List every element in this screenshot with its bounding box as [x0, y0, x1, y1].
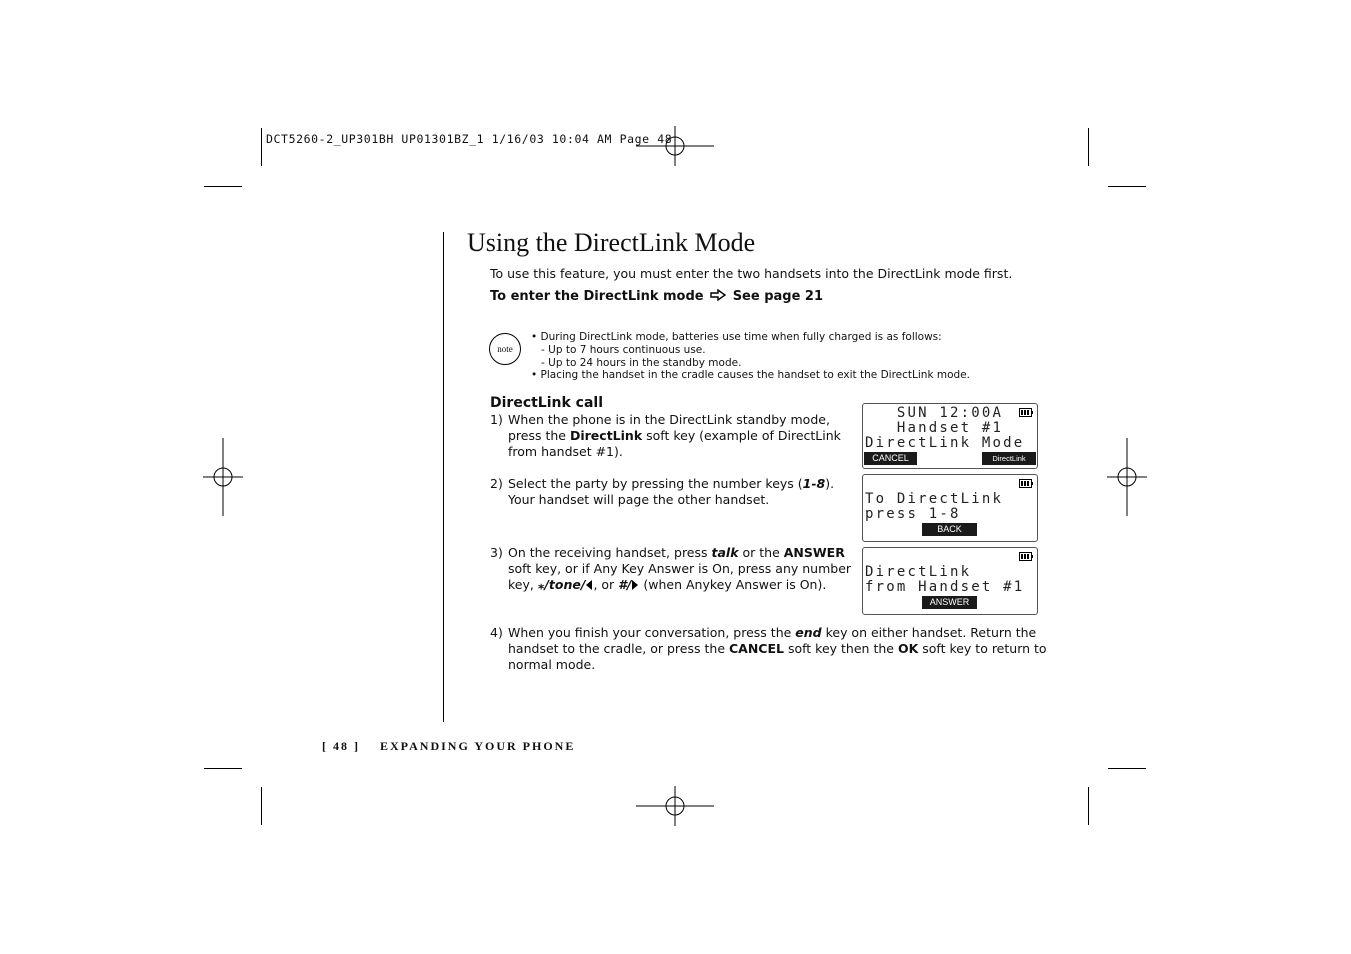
step-text: Select the party by pressing the number keys (1-8).	[508, 476, 835, 491]
crop-mark	[204, 186, 242, 187]
answer-soft-key[interactable]: ANSWER	[922, 596, 977, 609]
page-title: Using the DirectLink Mode	[467, 228, 756, 257]
step-text: from handset #1).	[508, 444, 623, 459]
lcd-screen-incoming	[862, 547, 1038, 615]
step-text: When you finish your conversation, press the end key on either handset. Return the	[508, 625, 1037, 640]
step-number: 4)	[490, 625, 503, 640]
print-slug: DCT5260-2_UP301BH UP01301BZ_1 1/16/03 10:04 AM Page 48	[266, 132, 673, 146]
step-text: key, ⁎/tone/ , or #/ (when Anykey Answer is On).	[508, 577, 827, 592]
directlink-soft-key[interactable]: DirectLink	[982, 452, 1036, 465]
crop-mark	[261, 128, 262, 166]
crop-mark	[1088, 787, 1089, 825]
registration-mark-icon	[203, 438, 243, 516]
note-line: - Up to 24 hours in the standby mode.	[531, 356, 742, 369]
page-footer	[322, 739, 575, 754]
section-title: DirectLink call	[490, 395, 604, 411]
registration-mark-icon	[1107, 438, 1147, 516]
battery-icon	[1019, 408, 1033, 417]
crop-mark	[1108, 768, 1146, 769]
step-number: 1)	[490, 412, 503, 427]
lcd-line: press 1-8	[865, 506, 961, 522]
step-text: press the DirectLink soft key (example of DirectLink	[508, 428, 841, 443]
step-body	[508, 476, 834, 508]
step-text: On the receiving handset, press talk or the ANSWER	[508, 545, 845, 560]
note-list	[531, 331, 970, 382]
lcd-line: To DirectLink	[865, 491, 1004, 507]
cancel-soft-key[interactable]: CANCEL	[864, 452, 917, 465]
section-name: EXPANDING YOUR PHONE	[380, 739, 576, 753]
crop-mark	[204, 768, 242, 769]
step-number: 2)	[490, 476, 503, 491]
back-soft-key[interactable]: BACK	[922, 523, 977, 536]
registration-mark-icon	[636, 786, 714, 826]
lcd-line: Handset #1	[865, 420, 1004, 436]
enter-mode-text: To enter the DirectLink mode	[490, 289, 704, 304]
crop-mark	[261, 787, 262, 825]
lcd-line: from Handset #1	[865, 579, 1025, 595]
arrow-right-outline-icon	[710, 289, 726, 301]
note-line: • Placing the handset in the cradle causes the handset to exit the DirectLink mode.	[531, 369, 970, 382]
enter-mode-reference	[490, 289, 823, 304]
step-text: When the phone is in the DirectLink standby mode,	[508, 412, 830, 427]
note-line: • During DirectLink mode, batteries use time when fully charged is as follows:	[531, 331, 942, 343]
lcd-screen-standby	[862, 403, 1038, 469]
battery-icon	[1019, 552, 1033, 561]
star-key-icon: ⁎/tone/	[537, 577, 586, 592]
note-icon: note	[489, 333, 521, 365]
page-number: [ 48 ]	[322, 739, 360, 753]
step-text: normal mode.	[508, 657, 596, 672]
step-number: 3)	[490, 545, 503, 560]
step-body	[508, 545, 851, 593]
lcd-line: SUN 12:00A	[865, 405, 1004, 421]
battery-icon	[1019, 479, 1033, 488]
step-body	[508, 412, 841, 460]
crop-mark	[1088, 128, 1089, 166]
note-line: - Up to 7 hours continuous use.	[531, 343, 706, 356]
step-text: handset to the cradle, or press the CANCEL soft key then the OK soft key to return to	[508, 641, 1047, 656]
lcd-screen-select	[862, 474, 1038, 542]
margin-rule	[443, 232, 444, 722]
step-body	[508, 625, 1047, 673]
step-text: soft key, or if Any Key Answer is On, press any number	[508, 561, 852, 576]
step-text: Your handset will page the other handset.	[508, 492, 770, 507]
crop-mark	[1108, 186, 1146, 187]
intro-text: To use this feature, you must enter the two handsets into the DirectLink mode first.	[490, 266, 1013, 281]
see-page-link: See page 21	[732, 289, 824, 304]
lcd-line: DirectLink	[865, 564, 972, 580]
lcd-line: DirectLink Mode	[865, 435, 1025, 451]
